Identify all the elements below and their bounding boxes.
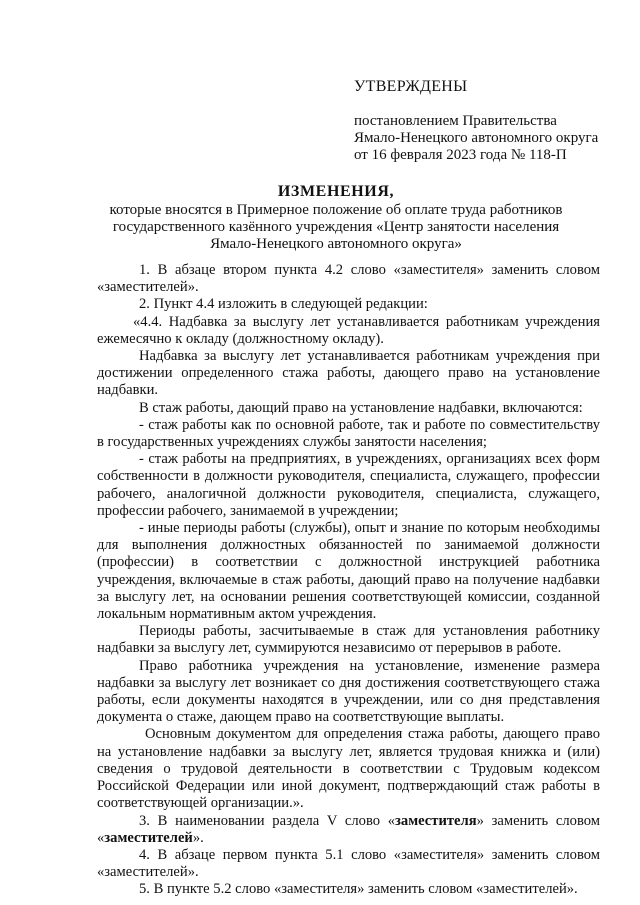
item-3-bold-word-1: заместителя (395, 812, 477, 829)
item-3-suffix: ». (192, 829, 204, 846)
paragraph-item-2: 2. Пункт 4.4 изложить в следующей редакции: (139, 296, 428, 313)
paragraph-dash-3: - иные периоды работы (службы), опыт и знание по которым необходимы для выполнения должностных обязанностей по занимаемой должности (профессии) в соответствии с должностной инструкцией работника учреждения, включаемые в стаж работы, дающий право на получение надбавки за выслугу лет, на основании решения соответствующей комиссии, созданной локальным нормативным актом учреждения. (97, 520, 600, 623)
paragraph-item-5: 5. В пункте 5.2 слово «заместителя» заменить словом «заместителей». (139, 881, 578, 898)
paragraph-item-3 (97, 813, 600, 847)
paragraph-4-4: «4.4. Надбавка за выслугу лет устанавливается работникам учреждения ежемесячно к окладу (должностному окладу). (97, 313, 600, 347)
paragraph-dash-1: - стаж работы как по основной работе, так и работе по совместительству в государственных учреждениях службы занятости населения; (97, 416, 600, 451)
paragraph-main-document: Основным документом для определения стажа работы, дающего право на установление надбавки за выслугу лет, является трудовая книжка и (или) сведения о трудовой деятельности в соответствии с Трудовым кодексом Российской Федерации или иной документ, подтверждающий стаж работы в соответствующей организации.». (97, 726, 600, 812)
approval-line: Ямало-Ненецкого автономного округа (354, 130, 599, 146)
document-title: ИЗМЕНЕНИЯ, (277, 183, 395, 200)
document-subtitle-line: государственного казённого учреждения «Центр занятости населения (112, 219, 560, 235)
approval-line: от 16 февраля 2023 года № 118-П (354, 147, 567, 163)
approval-title: УТВЕРЖДЕНЫ (354, 78, 468, 95)
paragraph-bonus-condition: Надбавка за выслугу лет устанавливается работникам учреждения при достижении определенного стажа работы, дающего право на установление надбавки. (97, 348, 600, 399)
paragraph-periods: Периоды работы, засчитываемые в стаж для установления работнику надбавки за выслугу лет, суммируются независимо от перерывов в работе. (97, 623, 600, 657)
approval-block (354, 78, 598, 164)
document-subtitle-line: Ямало-Ненецкого автономного округа» (210, 236, 462, 252)
paragraph-item-4: 4. В абзаце первом пункта 5.1 слово «заместителя» заменить словом «заместителей». (97, 846, 600, 881)
item-3-bold-word-2: заместителей (104, 829, 193, 846)
item-3-prefix: 3. В наименовании раздела V слово « (139, 812, 396, 829)
approval-line: постановлением Правительства (354, 113, 557, 129)
item-3-middle: » заменить словом « (97, 812, 600, 846)
document-subtitle-line: которые вносятся в Примерное положение об оплате труда работников (109, 202, 563, 218)
paragraph-right: Право работника учреждения на установление, изменение размера надбавки за выслугу лет возникает со дня достижения соответствующего стажа работы, если документы находятся в учреждении, или со дня представления документа о стаже, дающем право на соответствующие выплаты. (97, 657, 600, 726)
document-header (96, 183, 576, 253)
paragraph-dash-2: - стаж работы на предприятиях, в учреждениях, организациях всех форм собственности в должности руководителя, специалиста, служащего, профессии рабочего, аналогичной должности руководителя, специалиста, служащего, профессии рабочего, занимаемой в учреждении; (97, 451, 600, 519)
document-body (97, 262, 600, 899)
paragraph-service-includes: В стаж работы, дающий право на установление надбавки, включаются: (139, 399, 583, 416)
paragraph-item-1: 1. В абзаце втором пункта 4.2 слово «заместителя» заменить словом «заместителей». (97, 262, 600, 296)
